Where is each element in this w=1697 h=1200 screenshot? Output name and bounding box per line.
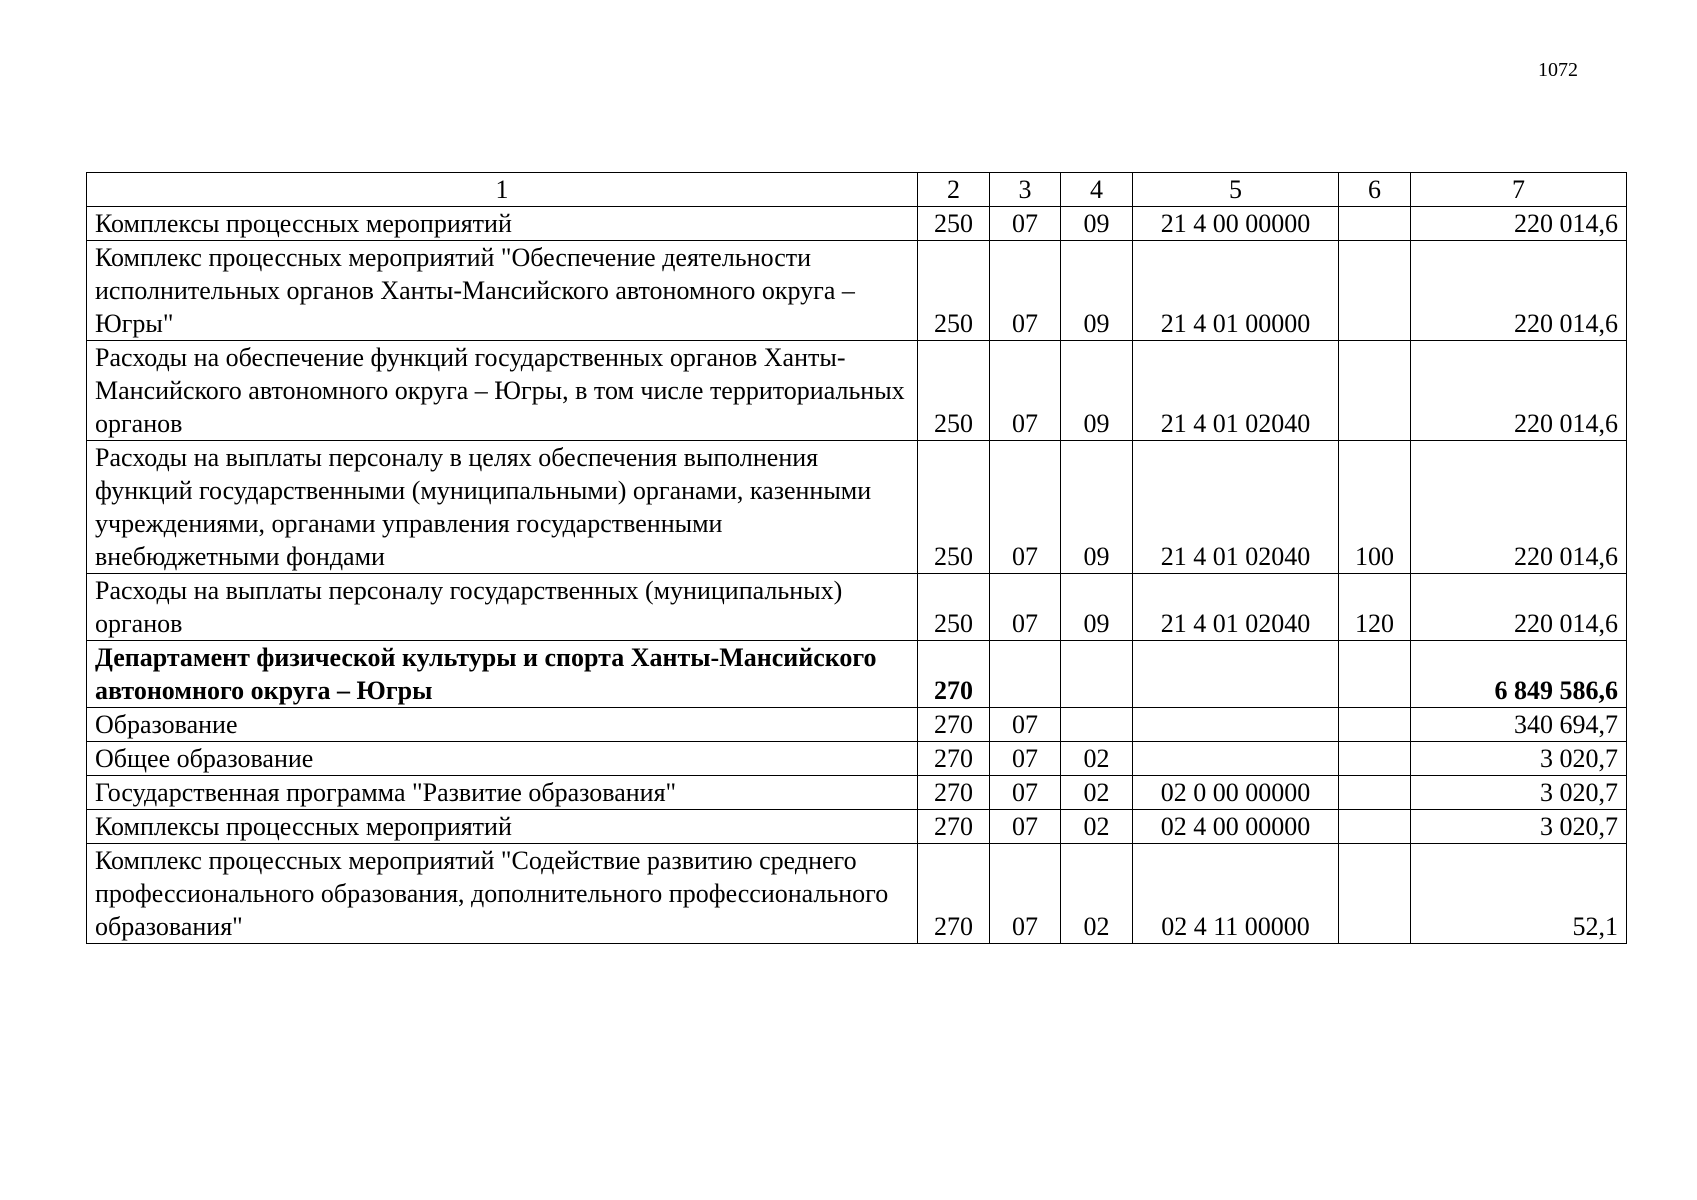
table-row: [87, 341, 1627, 441]
budget-table: [86, 172, 1627, 944]
row-code-5-cell: 21 4 01 02040: [1133, 341, 1339, 441]
row-code-2-cell: 250: [918, 207, 990, 241]
row-code-6-cell: [1339, 341, 1411, 441]
header-col-5: 5: [1133, 173, 1339, 207]
row-name-cell: Общее образование: [87, 742, 918, 776]
row-code-3-cell: 07: [990, 441, 1061, 574]
table-row: [87, 641, 1627, 708]
row-code-4-cell: [1061, 641, 1133, 708]
row-code-2-cell: 270: [918, 742, 990, 776]
table-row: [87, 844, 1627, 944]
row-amount-cell: 220 014,6: [1411, 341, 1627, 441]
row-amount-cell: 52,1: [1411, 844, 1627, 944]
row-code-3-cell: 07: [990, 810, 1061, 844]
row-amount-cell: 220 014,6: [1411, 241, 1627, 341]
row-code-4-cell: 02: [1061, 810, 1133, 844]
row-code-4-cell: 02: [1061, 844, 1133, 944]
row-code-5-cell: 21 4 01 02040: [1133, 574, 1339, 641]
row-name-cell: Комплекс процессных мероприятий "Обеспечение деятельности исполнительных органов Ханты-Мансийского автономного округа – Югры": [87, 241, 918, 341]
row-name-cell: Комплексы процессных мероприятий: [87, 810, 918, 844]
row-code-6-cell: 120: [1339, 574, 1411, 641]
row-code-2-cell: 250: [918, 241, 990, 341]
table-row: [87, 708, 1627, 742]
row-code-2-cell: 270: [918, 844, 990, 944]
header-col-6: 6: [1339, 173, 1411, 207]
row-code-2-cell: 270: [918, 776, 990, 810]
row-name-cell: Образование: [87, 708, 918, 742]
row-code-3-cell: [990, 641, 1061, 708]
row-code-5-cell: 21 4 00 00000: [1133, 207, 1339, 241]
row-code-3-cell: 07: [990, 574, 1061, 641]
row-code-4-cell: 09: [1061, 441, 1133, 574]
row-code-6-cell: [1339, 810, 1411, 844]
row-amount-cell: 3 020,7: [1411, 776, 1627, 810]
row-code-3-cell: 07: [990, 708, 1061, 742]
row-code-5-cell: [1133, 708, 1339, 742]
table-row: [87, 241, 1627, 341]
row-code-3-cell: 07: [990, 341, 1061, 441]
row-amount-cell: 340 694,7: [1411, 708, 1627, 742]
header-col-3: 3: [990, 173, 1061, 207]
row-code-4-cell: 09: [1061, 341, 1133, 441]
row-code-5-cell: [1133, 641, 1339, 708]
row-code-5-cell: 02 4 11 00000: [1133, 844, 1339, 944]
row-code-2-cell: 250: [918, 574, 990, 641]
row-code-6-cell: [1339, 776, 1411, 810]
row-code-4-cell: 09: [1061, 241, 1133, 341]
header-col-1: 1: [87, 173, 918, 207]
row-name-cell: Комплекс процессных мероприятий "Содействие развитию среднего профессионального образования, дополнительного профессионального образования": [87, 844, 918, 944]
header-col-4: 4: [1061, 173, 1133, 207]
row-code-3-cell: 07: [990, 241, 1061, 341]
row-amount-cell: 220 014,6: [1411, 441, 1627, 574]
row-name-cell: Государственная программа "Развитие образования": [87, 776, 918, 810]
row-code-2-cell: 270: [918, 641, 990, 708]
row-code-6-cell: [1339, 844, 1411, 944]
header-col-7: 7: [1411, 173, 1627, 207]
row-code-2-cell: 250: [918, 441, 990, 574]
table-row: [87, 742, 1627, 776]
row-code-2-cell: 270: [918, 810, 990, 844]
row-code-6-cell: [1339, 708, 1411, 742]
row-name-cell: Расходы на обеспечение функций государственных органов Ханты-Мансийского автономного округа – Югры, в том числе территориальных органов: [87, 341, 918, 441]
row-code-6-cell: 100: [1339, 441, 1411, 574]
row-code-5-cell: 21 4 01 02040: [1133, 441, 1339, 574]
row-code-4-cell: [1061, 708, 1133, 742]
table-row: [87, 810, 1627, 844]
row-code-6-cell: [1339, 241, 1411, 341]
row-name-cell: Комплексы процессных мероприятий: [87, 207, 918, 241]
row-code-5-cell: [1133, 742, 1339, 776]
row-code-4-cell: 02: [1061, 776, 1133, 810]
row-code-4-cell: 09: [1061, 207, 1133, 241]
row-code-2-cell: 250: [918, 341, 990, 441]
row-name-cell: Расходы на выплаты персоналу в целях обеспечения выполнения функций государственными (муниципальными) органами, казенными учреждениями, органами управления государственными внебюджетными фондами: [87, 441, 918, 574]
table-row: [87, 207, 1627, 241]
row-code-2-cell: 270: [918, 708, 990, 742]
row-code-5-cell: 02 0 00 00000: [1133, 776, 1339, 810]
row-code-4-cell: 09: [1061, 574, 1133, 641]
row-code-3-cell: 07: [990, 844, 1061, 944]
table-row: [87, 574, 1627, 641]
row-code-3-cell: 07: [990, 742, 1061, 776]
table-header-row: [87, 173, 1627, 207]
row-code-3-cell: 07: [990, 207, 1061, 241]
row-amount-cell: 3 020,7: [1411, 810, 1627, 844]
row-amount-cell: 220 014,6: [1411, 574, 1627, 641]
row-code-3-cell: 07: [990, 776, 1061, 810]
row-code-6-cell: [1339, 207, 1411, 241]
table-body: [87, 207, 1627, 944]
row-code-5-cell: 21 4 01 00000: [1133, 241, 1339, 341]
table-row: [87, 441, 1627, 574]
row-code-6-cell: [1339, 641, 1411, 708]
row-code-6-cell: [1339, 742, 1411, 776]
row-code-4-cell: 02: [1061, 742, 1133, 776]
row-name-cell: Расходы на выплаты персоналу государственных (муниципальных) органов: [87, 574, 918, 641]
page-number: 1072: [1538, 59, 1578, 81]
row-amount-cell: 220 014,6: [1411, 207, 1627, 241]
row-amount-cell: 6 849 586,6: [1411, 641, 1627, 708]
row-name-cell: Департамент физической культуры и спорта Ханты-Мансийского автономного округа – Югры: [87, 641, 918, 708]
table-row: [87, 776, 1627, 810]
row-amount-cell: 3 020,7: [1411, 742, 1627, 776]
header-col-2: 2: [918, 173, 990, 207]
row-code-5-cell: 02 4 00 00000: [1133, 810, 1339, 844]
